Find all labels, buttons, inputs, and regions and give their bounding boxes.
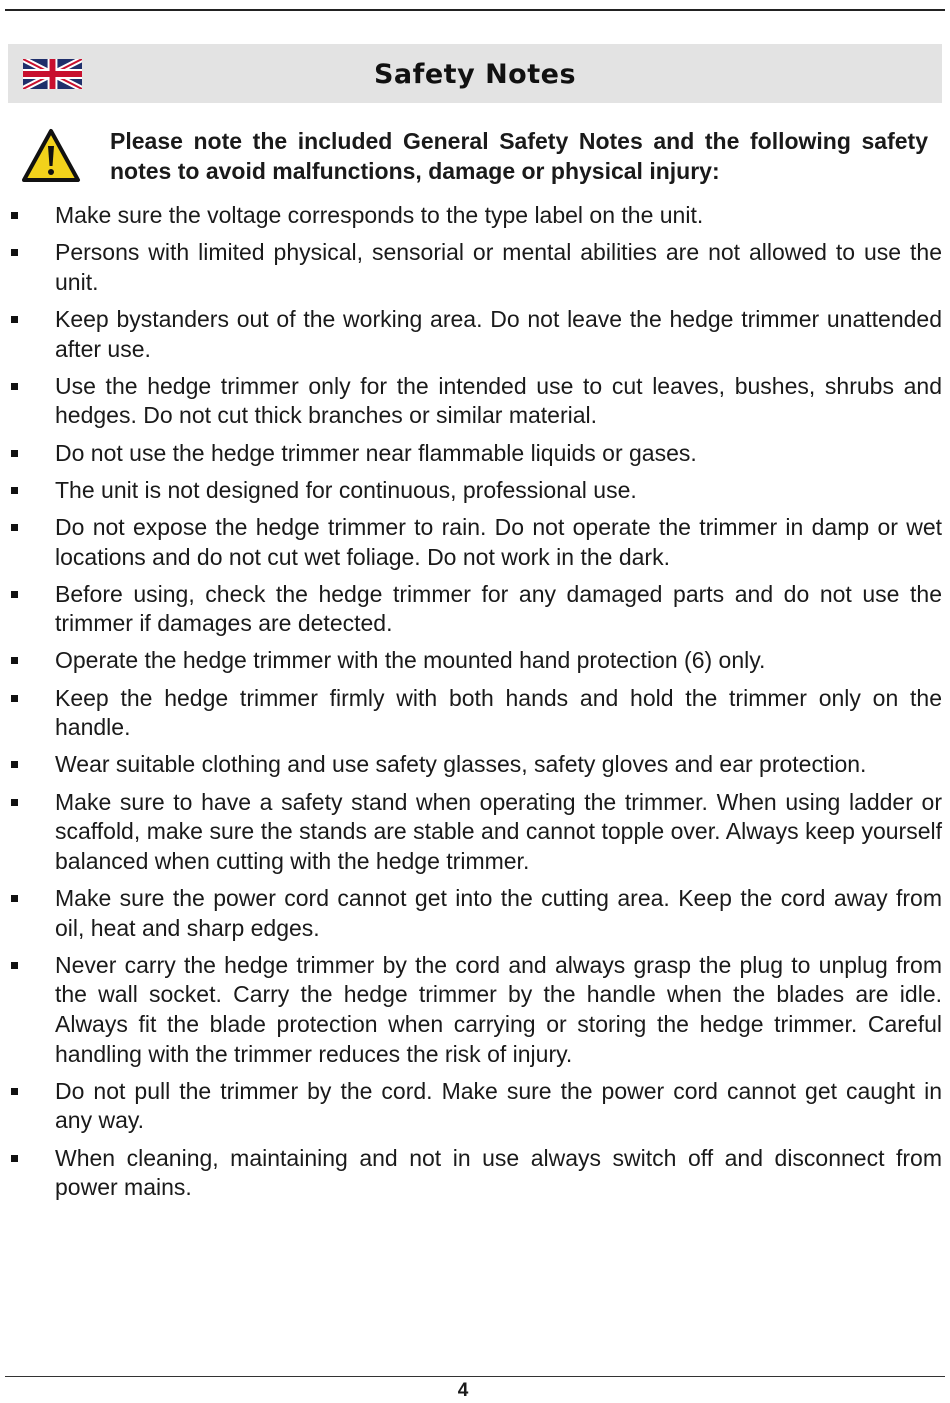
bullet-icon	[11, 1155, 18, 1162]
page-number: 4	[457, 1380, 469, 1401]
safety-note-text: Persons with limited physical, sensorial or mental abilities are not allowed to use the unit.	[55, 239, 942, 295]
top-rule	[5, 9, 945, 11]
safety-note	[0, 1077, 950, 1136]
bullet-icon	[11, 524, 18, 531]
safety-note	[0, 884, 950, 943]
safety-note	[0, 439, 950, 469]
safety-note-text: Do not expose the hedge trimmer to rain. Do not operate the trimmer in damp or wet locations and do not cut wet foliage. Do not work in the dark.	[55, 513, 942, 570]
safety-note	[0, 788, 950, 877]
bullet-icon	[11, 316, 18, 323]
safety-note	[0, 476, 950, 506]
bullet-icon	[11, 761, 18, 768]
safety-note	[0, 513, 950, 572]
safety-note	[0, 238, 950, 297]
safety-notes-list	[0, 201, 950, 1210]
bullet-icon	[11, 249, 18, 256]
safety-note-text: The unit is not designed for continuous, professional use.	[55, 476, 637, 503]
safety-intro: Please note the included General Safety Notes and the following safety notes to avoid malfunctions, damage or physical injury:	[110, 128, 928, 184]
safety-note-text: Make sure to have a safety stand when operating the trimmer. When using ladder or scaffold, make sure the stands are stable and cannot topple over. Always keep yourself balanced when cutting with the hedge trimmer.	[55, 788, 942, 874]
safety-note-text: Operate the hedge trimmer with the mounted hand protection (6) only.	[55, 647, 766, 674]
bullet-icon	[11, 487, 18, 494]
safety-note-text: Do not use the hedge trimmer near flammable liquids or gases.	[55, 439, 697, 466]
footer-rule	[5, 1376, 945, 1377]
safety-note	[0, 684, 950, 743]
safety-note-text: Keep the hedge trimmer firmly with both hands and hold the trimmer only on the handle.	[55, 684, 942, 741]
safety-note-text: Never carry the hedge trimmer by the cord and always grasp the plug to unplug from the wall socket. Carry the hedge trimmer by the handle when the blades are idle. Always fit the blade protection when carrying or storing the hedge trimmer. Careful handling with the trimmer reduces the risk of injury.	[55, 951, 942, 1067]
safety-note-text: Wear suitable clothing and use safety glasses, safety gloves and ear protection.	[55, 751, 867, 778]
bullet-icon	[11, 383, 18, 390]
safety-note-text: Use the hedge trimmer only for the intended use to cut leaves, bushes, shrubs and hedges. Do not cut thick branches or similar material.	[55, 372, 942, 429]
safety-note	[0, 201, 950, 231]
bullet-icon	[11, 962, 18, 969]
bullet-icon	[11, 1088, 18, 1095]
bullet-icon	[11, 799, 18, 806]
bullet-icon	[11, 695, 18, 702]
bullet-icon	[11, 657, 18, 664]
safety-note	[0, 372, 950, 431]
safety-note-text: Make sure the voltage corresponds to the type label on the unit.	[55, 202, 704, 228]
safety-note-text: When cleaning, maintaining and not in use always switch off and disconnect from power mains.	[55, 1144, 942, 1201]
bullet-icon	[11, 212, 18, 219]
safety-note	[0, 951, 950, 1069]
bullet-icon	[11, 450, 18, 457]
safety-note	[0, 1144, 950, 1203]
bullet-icon	[11, 591, 18, 598]
safety-note-text: Before using, check the hedge trimmer for any damaged parts and do not use the trimmer if damages are detected.	[55, 580, 942, 637]
bullet-icon	[11, 895, 18, 902]
safety-note	[0, 580, 950, 639]
safety-note	[0, 646, 950, 676]
safety-note-text: Make sure the power cord cannot get into the cutting area. Keep the cord away from oil, heat and sharp edges.	[55, 885, 942, 941]
warning-triangle-icon	[21, 128, 81, 184]
safety-note-text: Keep bystanders out of the working area. Do not leave the hedge trimmer unattended after use.	[55, 305, 942, 362]
page-title: Safety Notes	[373, 59, 577, 90]
safety-note	[0, 750, 950, 780]
safety-note	[0, 305, 950, 364]
safety-note-text: Do not pull the trimmer by the cord. Make sure the power cord cannot get caught in any way.	[55, 1077, 942, 1134]
page-header	[8, 44, 942, 103]
